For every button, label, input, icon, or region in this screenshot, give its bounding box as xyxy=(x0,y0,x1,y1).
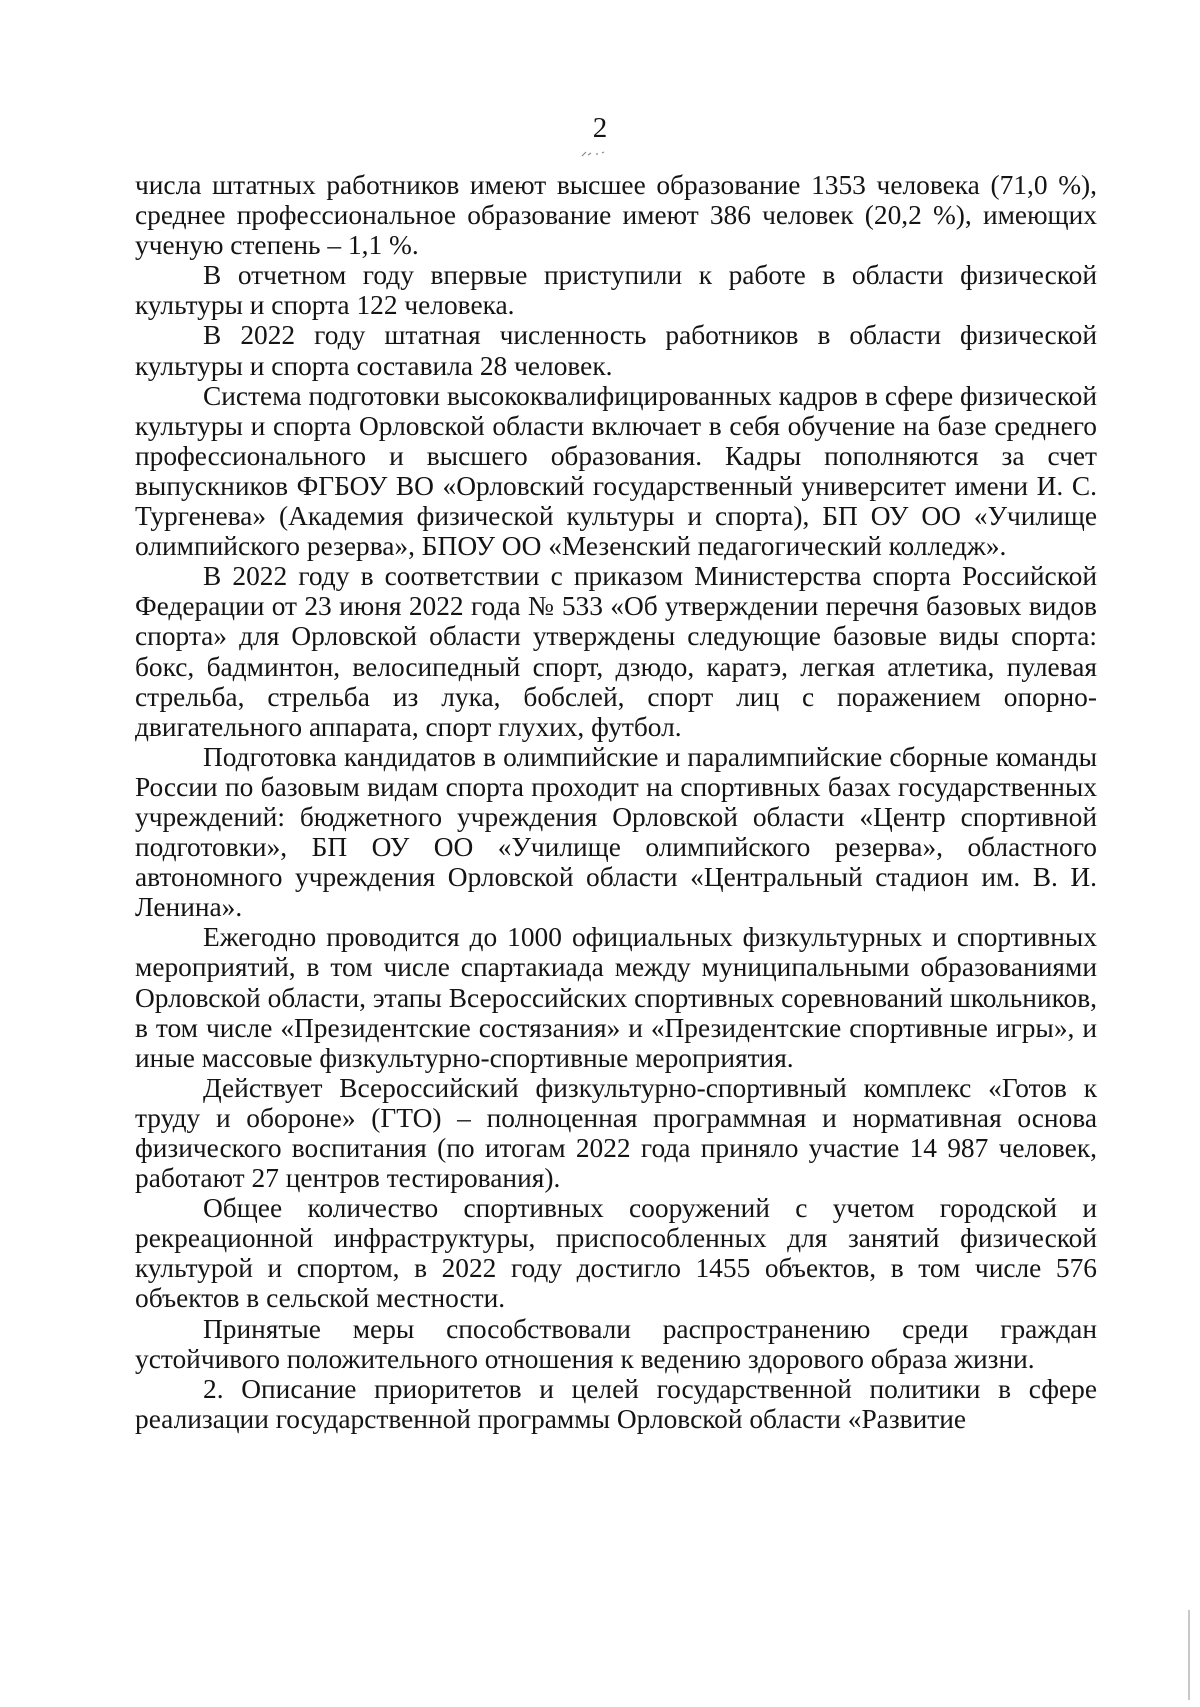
page-number: 2 xyxy=(592,112,608,144)
scan-edge-line xyxy=(1188,1610,1190,1700)
document-body xyxy=(135,170,1097,1434)
paragraph-staff-education: числа штатных работников имеют высшее образование 1353 человека (71,0 %), среднее профессиональное образование имеют 386 человек (20,2 %), имеющих ученую степень – 1,1 %. xyxy=(135,170,1097,261)
section-heading-priorities: 2. Описание приоритетов и целей государственной политики в сфере реализации государственной программы Орловской области «Развитие xyxy=(135,1373,1097,1434)
paragraph-gto-complex: Действует Всероссийский физкультурно-спортивный комплекс «Готов к труду и обороне» (ГТО) – полноценная программная и нормативная основа физического воспитания (по итогам 2022 года приняло участие 14 987 человек, работают 27 центров тестирования). xyxy=(135,1072,1097,1194)
paragraph-new-employees: В отчетном году впервые приступили к работе в области физической культуры и спорта 122 человека. xyxy=(135,260,1097,321)
paragraph-base-sports: В 2022 году в соответствии с приказом Министерства спорта Российской Федерации от 23 июня 2022 года № 533 «Об утверждении перечня базовых видов спорта» для Орловской области утверждены следующие базовые виды спорта: бокс, бадминтон, велосипедный спорт, дзюдо, каратэ, легкая атлетика, пулевая стрельба, стрельба из лука, бобслей, спорт лиц с поражением опорно-двигательного аппарата, спорт глухих, футбол. xyxy=(135,561,1097,742)
paragraph-olympic-preparation: Подготовка кандидатов в олимпийские и паралимпийские сборные команды России по базовым видам спорта проходит на спортивных базах государственных учреждений: бюджетного учреждения Орловской области «Центр спортивной подготовки», БП ОУ ОО «Училище олимпийского резерва», областного автономного учреждения Орловской области «Центральный стадион им. В. И. Ленина». xyxy=(135,741,1097,923)
paragraph-training-system: Система подготовки высококвалифицированных кадров в сфере физической культуры и спорта Орловской области включает в себя обучение на базе среднего профессионального и высшего образования. Кадры пополняются за счет выпускников ФГБОУ ВО «Орловский государственный университет имени И. С. Тургенева» (Академия физической культуры и спорта), БП ОУ ОО «Училище олимпийского резерва», БПОУ ОО «Мезенский педагогический колледж». xyxy=(135,380,1097,562)
paragraph-staff-count: В 2022 году штатная численность работников в области физической культуры и спорта составила 28 человек. xyxy=(135,320,1097,381)
paragraph-sports-facilities: Общее количество спортивных сооружений с учетом городской и рекреационной инфраструктуры, приспособленных для занятий физической культурой и спортом, в 2022 году достигло 1455 объектов, в том числе 576 объектов в сельской местности. xyxy=(135,1193,1097,1314)
paragraph-annual-events: Ежегодно проводится до 1000 официальных физкультурных и спортивных мероприятий, в том числе спартакиада между муниципальными образованиями Орловской области, этапы Всероссийских спортивных соревнований школьников, в том числе «Президентские состязания» и «Президентские спортивные игры», и иные массовые физкультурно-спортивные мероприятия. xyxy=(135,922,1097,1073)
paragraph-healthy-lifestyle: Принятые меры способствовали распространению среди граждан устойчивого положительного отношения к ведению здорового образа жизни. xyxy=(135,1313,1097,1374)
scan-artifact-mark xyxy=(580,150,606,158)
